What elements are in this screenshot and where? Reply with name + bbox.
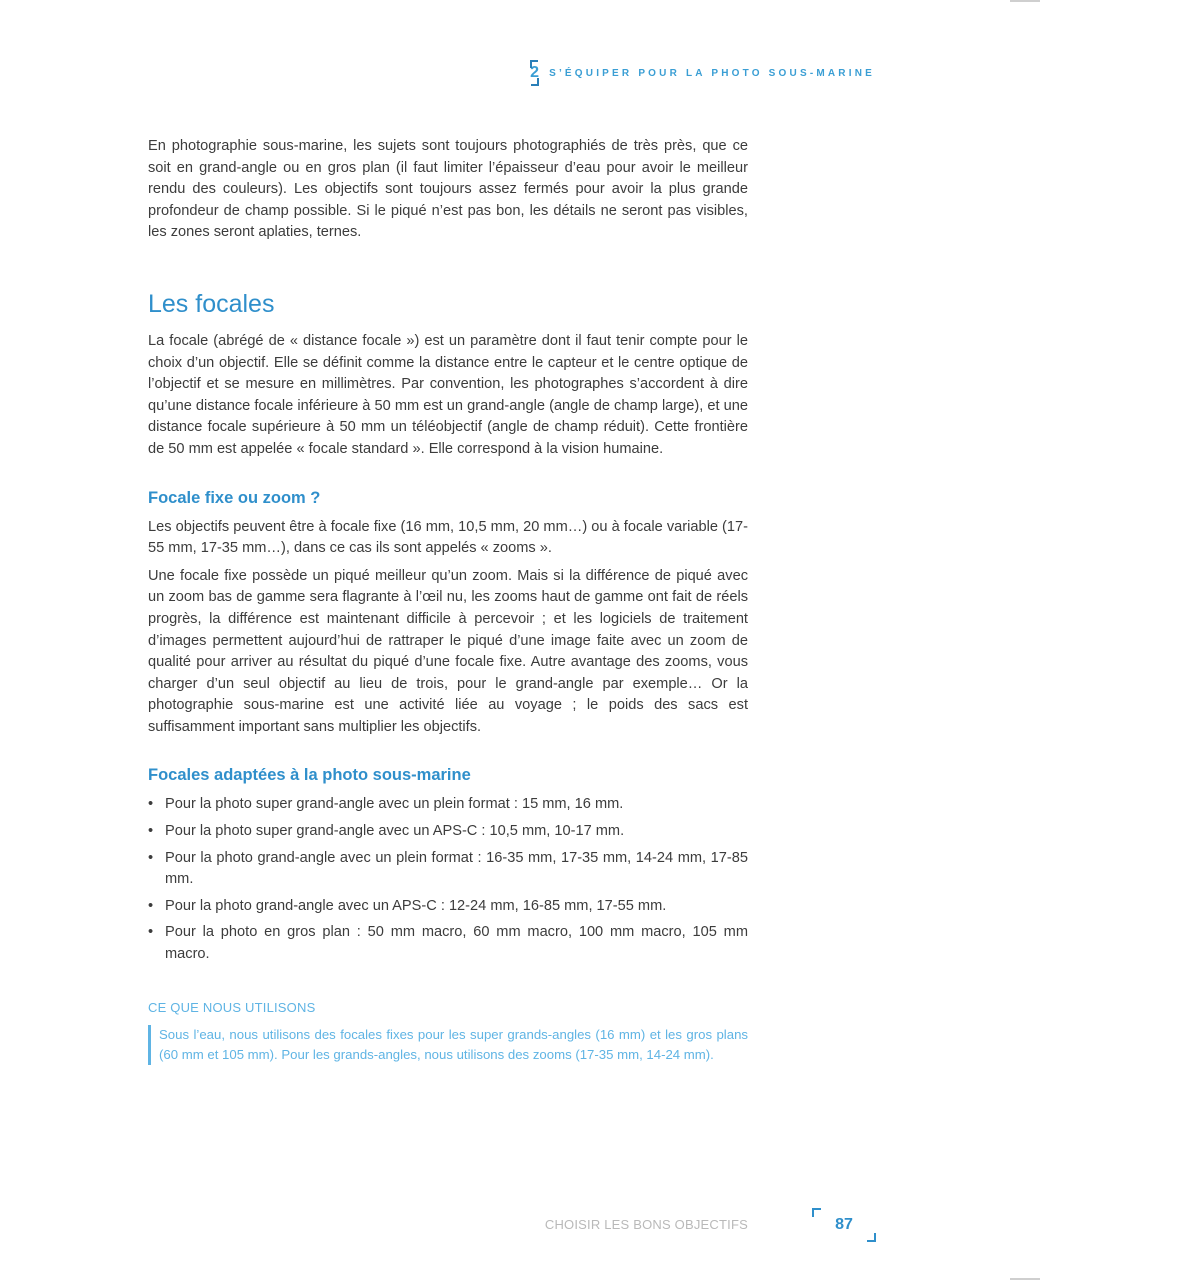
chapter-number: 2 [530, 64, 539, 81]
page-content [148, 136, 748, 1065]
subsection-paragraph-2: Une focale fixe possède un piqué meilleur qu’un zoom. Mais si la différence de piqué avec un zoom bas de gamme sera flagrante à l’œil nu, les zooms haut de gamme ont fait de réels progrès, la différence est maintenant difficile à percevoir ; et les logiciels de traitement d’images permettent aujourd’hui de rattraper le piqué d’une image faite avec un zoom de qualité pour arriver au résultat du piqué d’une focale fixe. Autre avantage des zooms, vous charger d’un seul objectif au lieu de trois, pour le grand-angle par exemple… Or la photographie sous-marine est une activité liée au voyage ; le poids des sacs est suffisamment important sans multiplier les objectifs. [148, 567, 748, 735]
subsection-paragraph-1: Les objectifs peuvent être à focale fixe (16 mm, 10,5 mm, 20 mm…) ou à focale variable (17-55 mm, 17-35 mm…), dans ce cas ils sont appelés « zooms ». [148, 518, 748, 557]
intro-paragraph: En photographie sous-marine, les sujets sont toujours photographiés de très près, que ce soit en grand-angle ou en gros plan (il faut limiter l’épaisseur d’eau pour avoir le meilleur rendu des couleurs). Les objectifs sont toujours assez fermés pour avoir la plus grande profondeur de champ possible. Si le piqué n’est pas bon, les détails ne seront pas visibles, les zones seront aplaties, ternes. [148, 138, 748, 241]
aside-text: Sous l’eau, nous utilisons des focales fixes pour les super grands-angles (16 mm) et les gros plans (60 mm et 105 mm). Pour les grands-angles, nous utilisons des zooms (17-35 mm, 14-24 mm). [148, 1025, 748, 1065]
list-item: • Pour la photo grand-angle avec un plein format : 16-35 mm, 17-35 mm, 14-24 mm, 17-85 mm. [148, 848, 748, 891]
subsection-title-focale-fixe: Focale fixe ou zoom ? [148, 488, 321, 507]
page-footer [500, 1208, 876, 1242]
page-number: 87 [835, 1216, 853, 1233]
footer-section-title: CHOISIR LES BONS OBJECTIFS [544, 1217, 748, 1232]
chapter-number-box [530, 60, 539, 86]
subsection-title-focales-adaptees: Focales adaptées à la photo sous-marine [148, 766, 471, 785]
focal-list [148, 794, 748, 965]
running-header [530, 60, 875, 86]
section-title: Les focales [148, 289, 275, 318]
list-item: • Pour la photo super grand-angle avec un APS-C : 10,5 mm, 10-17 mm. [148, 821, 748, 843]
page-number-box [812, 1208, 876, 1242]
list-item: • Pour la photo super grand-angle avec un plein format : 15 mm, 16 mm. [148, 794, 748, 816]
crop-mark-top [1010, 0, 1040, 2]
section-paragraph: La focale (abrégé de « distance focale ») est un paramètre dont il faut tenir compte pour le choix d’un objectif. Elle se définit comme la distance entre le capteur et le centre optique de l’objectif et se mesure en millimètres. Par convention, les photographes s’accordent à dire qu’une distance focale inférieure à 50 mm est un grand-angle (angle de champ large), et une distance focale supérieure à 50 mm un téléobjectif (angle de champ réduit). Cette frontière de 50 mm est appelée « focale standard ». Elle correspond à la vision humaine. [148, 332, 748, 457]
aside-label: CE QUE NOUS UTILISONS [148, 999, 316, 1015]
list-item: • Pour la photo en gros plan : 50 mm macro, 60 mm macro, 100 mm macro, 105 mm macro. [148, 922, 748, 965]
chapter-title: S’ÉQUIPER POUR LA PHOTO SOUS-MARINE [549, 67, 875, 79]
list-item: • Pour la photo grand-angle avec un APS-C : 12-24 mm, 16-85 mm, 17-55 mm. [148, 896, 748, 918]
